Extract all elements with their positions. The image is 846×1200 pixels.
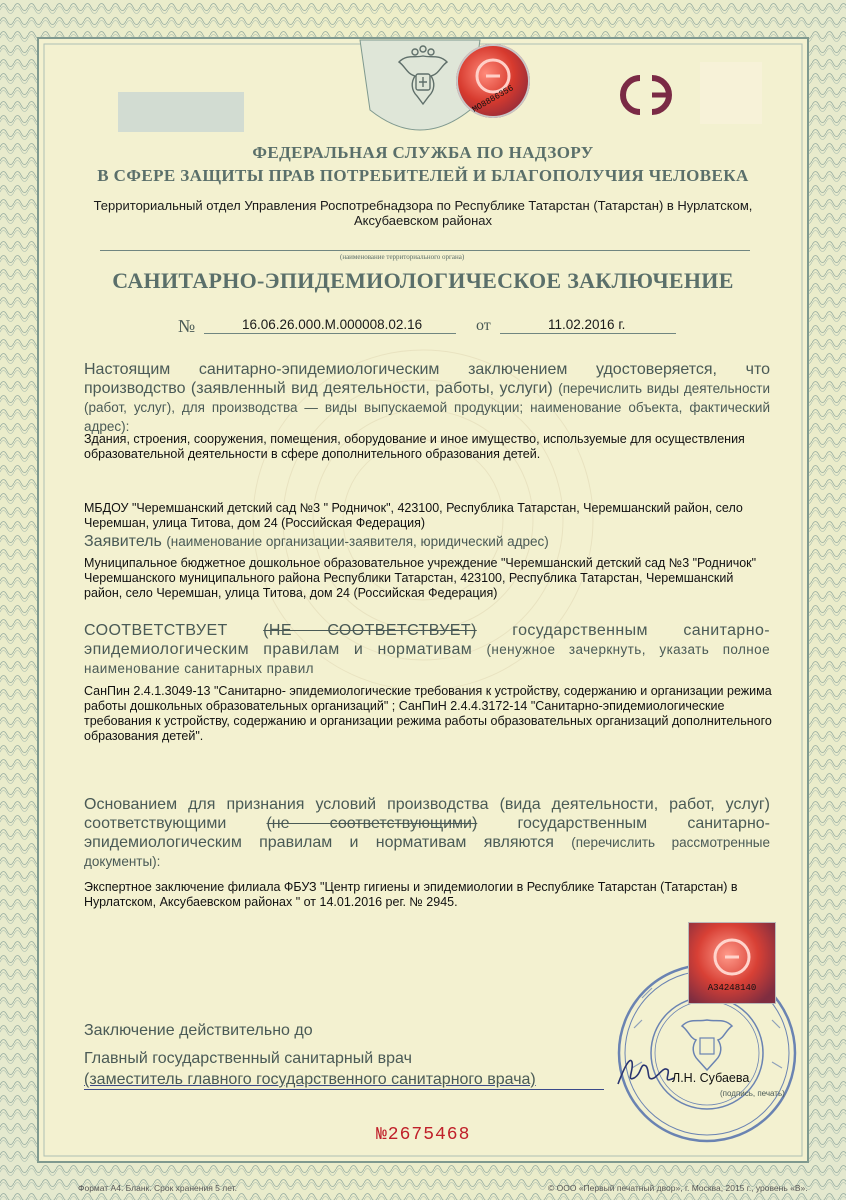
compliance-paragraph — [84, 621, 770, 678]
date-from-label: от — [476, 317, 491, 334]
territorial-rule — [100, 250, 750, 251]
compliance-word: СООТВЕТСТВУЕТ — [84, 622, 228, 639]
basis-note: (перечислить рассмотренные документы): — [84, 835, 770, 869]
watermark-square — [700, 62, 762, 124]
territorial-body: Территориальный отдел Управления Роспотребнадзора по Республике Татарстан (Татарстан) в Нурлатском, Аксубаевском районах — [93, 198, 753, 228]
signer-role-1: Главный государственный санитарный врач — [84, 1050, 412, 1067]
eagle-emblem-icon — [385, 44, 461, 120]
compliance-note: (ненужное зачеркнуть, указать полное наименование санитарных правил — [84, 642, 770, 676]
applicant-label-row — [84, 533, 549, 551]
hologram-top — [456, 44, 530, 118]
date-rule — [500, 333, 676, 334]
compliance-rules: СанПин 2.4.1.3049-13 "Санитарно- эпидемиологические требования к устройству, содержанию и организации режима работы дошкольных образовательных организаций" ; СанПиН 2.4.4.3172-14 "Санитарно-эпидемиологические требования к устройству, содержанию и организации режима работы образовательных организаций дополнительного образования детей". — [84, 684, 772, 743]
hologram-bottom-code: А34248140 — [707, 983, 757, 993]
se-logo — [610, 70, 686, 120]
applicant-note: (наименование организации-заявителя, юридический адрес) — [166, 534, 549, 549]
number-rule — [204, 333, 456, 334]
document-date: 11.02.2016 г. — [548, 317, 626, 332]
signer-name: Л.Н. Субаева — [672, 1071, 750, 1085]
hologram-top-code: МО8886356 — [470, 83, 516, 115]
basis-value: Экспертное заключение филиала ФБУЗ "Центр гигиены и эпидемиологии в Республике Татарстан (Татарстан) в Нурлатском, Аксубаевском районах " от 14.01.2016 рег. № 2945. — [84, 880, 738, 909]
basis-paragraph — [84, 795, 770, 871]
document-title: САНИТАРНО-ЭПИДЕМИОЛОГИЧЕСКОЕ ЗАКЛЮЧЕНИЕ — [112, 268, 734, 293]
validity-label: Заключение действительно до — [84, 1022, 313, 1039]
se-logo-text — [610, 124, 611, 125]
compliance-rest: государственным санитарно-эпидемиологическим правилам и нормативам — [84, 622, 770, 658]
territorial-caption: (наименование территориального органа) — [340, 253, 465, 261]
hologram-bottom — [688, 922, 776, 1004]
applicant-label: Заявитель — [84, 533, 162, 550]
certify-lead: Настоящим санитарно-эпидемиологическим заключением удостоверяется, что производство (заявленный вид деятельности, работы, услуги) — [84, 361, 770, 397]
signature-caption: (подпись, печать) — [720, 1089, 785, 1098]
signer-role-2: (заместитель главного государственного санитарного врача) — [84, 1071, 536, 1088]
compliance-struck: (НЕ СООТВЕТСТВУЕТ) — [263, 622, 477, 639]
number-sign: № — [178, 316, 196, 336]
footer-right: © ООО «Первый печатный двор», г. Москва, 2015 г., уровень «В». — [548, 1183, 808, 1193]
signer-rule — [84, 1089, 604, 1090]
basis-rest: государственным санитарно-эпидемиологическим правилам и нормативам являются — [84, 815, 770, 851]
footer-left: Формат А4. Бланк. Срок хранения 5 лет. — [78, 1183, 237, 1193]
agency-title-line1: ФЕДЕРАЛЬНАЯ СЛУЖБА ПО НАДЗОРУ — [252, 143, 594, 162]
certify-activity: Здания, строения, сооружения, помещения, оборудование и иное имущество, используемые для осуществления образовательной деятельности в сфере дополнительного образования детей. — [84, 432, 745, 461]
applicant-value: Муниципальное бюджетное дошкольное образовательное учреждение "Черемшанский детский сад №3 "Родничок" Черемшанского муниципального района Республики Татарстан, 423100, Республика Татарстан, Черемшанский район, село Черемшан, улица Титова, дом 24 (Российская Федерация) — [84, 556, 757, 600]
basis-struck: (не соответствующими) — [266, 815, 478, 832]
certify-object: МБДОУ "Черемшанский детский сад №3 " Родничок", 423100, Республика Татарстан, Черемшанский район, село Черемшан, улица Титова, дом 24 (Российская Федерация) — [84, 501, 743, 530]
certify-note: (перечислить виды деятельности (работ, услуг), для производства — виды выпускаемой продукции; наименование объекта, фактический адрес): — [84, 381, 770, 434]
certify-paragraph — [84, 360, 770, 436]
agency-title-line2: В СФЕРЕ ЗАЩИТЫ ПРАВ ПОТРЕБИТЕЛЕЙ И БЛАГОПОЛУЧИЯ ЧЕЛОВЕКА — [97, 166, 749, 185]
document-number: 16.06.26.000.М.000008.02.16 — [242, 317, 423, 332]
form-serial-number: №2675468 — [376, 1125, 471, 1145]
basis-lead: Основанием для признания условий производства (вида деятельности, работ, услуг) соответствующими — [84, 796, 770, 832]
